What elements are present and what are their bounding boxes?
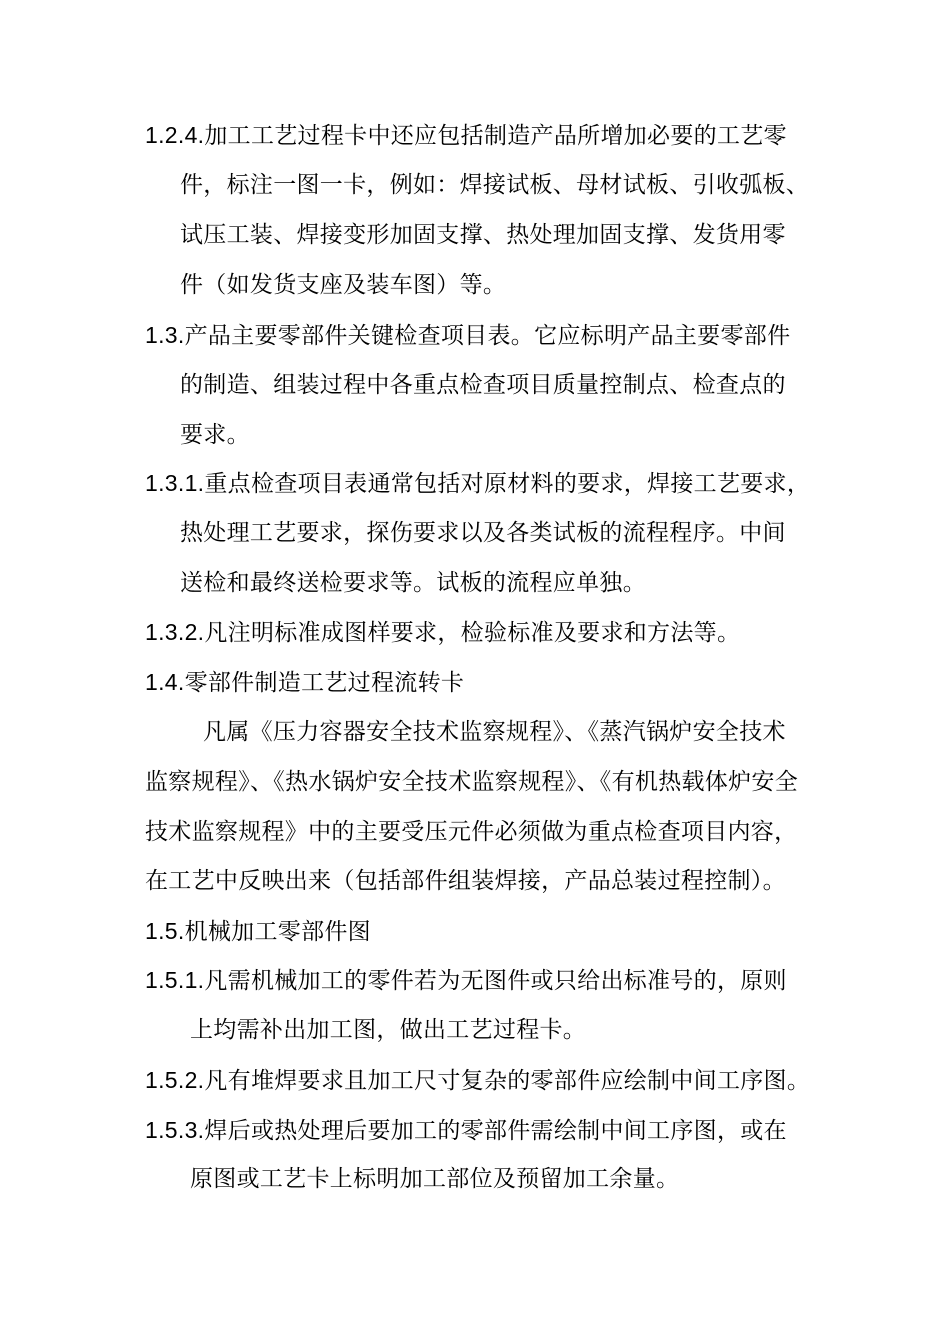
section-number: 1.5.1. bbox=[145, 967, 205, 993]
line-text: 要求。 bbox=[180, 422, 250, 448]
line-18 bbox=[145, 965, 787, 996]
line-text: 焊后或热处理后要加工的零部件需绘制中间工序图，或在 bbox=[204, 1118, 787, 1144]
line-14 bbox=[145, 767, 798, 797]
section-number: 1.3.1. bbox=[145, 470, 205, 496]
line-text: 技术监察规程》中的主要受压元件必须做为重点检查项目内容， bbox=[145, 819, 798, 845]
line-2 bbox=[180, 170, 809, 200]
line-4 bbox=[180, 270, 506, 300]
section-number: 1.5. bbox=[145, 918, 185, 944]
line-13 bbox=[203, 717, 786, 747]
line-3 bbox=[180, 220, 786, 250]
line-7 bbox=[180, 420, 250, 450]
line-text: 零部件制造工艺过程流转卡 bbox=[184, 670, 465, 696]
line-17 bbox=[145, 916, 371, 947]
line-1 bbox=[145, 120, 787, 151]
section-number: 1.5.2. bbox=[145, 1067, 205, 1093]
line-15 bbox=[145, 817, 797, 847]
line-8 bbox=[145, 468, 810, 499]
line-text: 件（如发货支座及装车图）等。 bbox=[180, 272, 507, 298]
line-text: 热处理工艺要求，探伤要求以及各类试板的流程程序。中间 bbox=[180, 520, 786, 546]
line-text: 试压工装、焊接变形加固支撑、热处理加固支撑、发货用零 bbox=[180, 222, 786, 248]
line-6 bbox=[180, 370, 786, 400]
line-12 bbox=[145, 667, 464, 698]
line-text: 机械加工零部件图 bbox=[184, 919, 371, 945]
line-22 bbox=[190, 1164, 679, 1194]
line-9 bbox=[180, 518, 786, 548]
line-text: 凡注明标准成图样要求，检验标准及要求和方法等。 bbox=[204, 620, 741, 646]
line-19 bbox=[190, 1015, 586, 1045]
section-number: 1.2.4. bbox=[145, 122, 205, 148]
line-20 bbox=[145, 1065, 810, 1096]
line-text: 在工艺中反映出来（包括部件组装焊接，产品总装过程控制）。 bbox=[145, 868, 786, 894]
line-text: 原图或工艺卡上标明加工部位及预留加工余量。 bbox=[190, 1166, 680, 1192]
line-text: 重点检查项目表通常包括对原材料的要求，焊接工艺要求， bbox=[204, 471, 811, 497]
line-text: 凡需机械加工的零件若为无图件或只给出标准号的，原则 bbox=[204, 968, 787, 994]
line-text: 上均需补出加工图，做出工艺过程卡。 bbox=[190, 1017, 587, 1043]
line-21 bbox=[145, 1115, 787, 1146]
line-text: 的制造、组装过程中各重点检查项目质量控制点、检查点的 bbox=[180, 372, 786, 398]
section-number: 1.3. bbox=[145, 322, 185, 348]
line-text: 凡有堆焊要求且加工尺寸复杂的零部件应绘制中间工序图。 bbox=[204, 1068, 811, 1094]
line-10 bbox=[180, 568, 646, 598]
section-number: 1.5.3. bbox=[145, 1117, 205, 1143]
line-text: 加工工艺过程卡中还应包括制造产品所增加必要的工艺零 bbox=[204, 123, 787, 149]
line-5 bbox=[145, 320, 790, 351]
line-text: 送检和最终送检要求等。试板的流程应单独。 bbox=[180, 570, 646, 596]
line-text: 产品主要零部件关键检查项目表。它应标明产品主要零部件 bbox=[184, 323, 791, 349]
section-number: 1.4. bbox=[145, 669, 185, 695]
line-text: 监察规程》、《热水锅炉安全技术监察规程》、《有机热载体炉安全 bbox=[145, 769, 798, 795]
line-text: 件，标注一图一卡，例如：焊接试板、母材试板、引收弧板、 bbox=[180, 172, 810, 198]
line-16 bbox=[145, 866, 786, 896]
line-11 bbox=[145, 617, 740, 648]
section-number: 1.3.2. bbox=[145, 619, 205, 645]
line-text: 凡属《压力容器安全技术监察规程》、《蒸汽锅炉安全技术 bbox=[203, 719, 786, 745]
